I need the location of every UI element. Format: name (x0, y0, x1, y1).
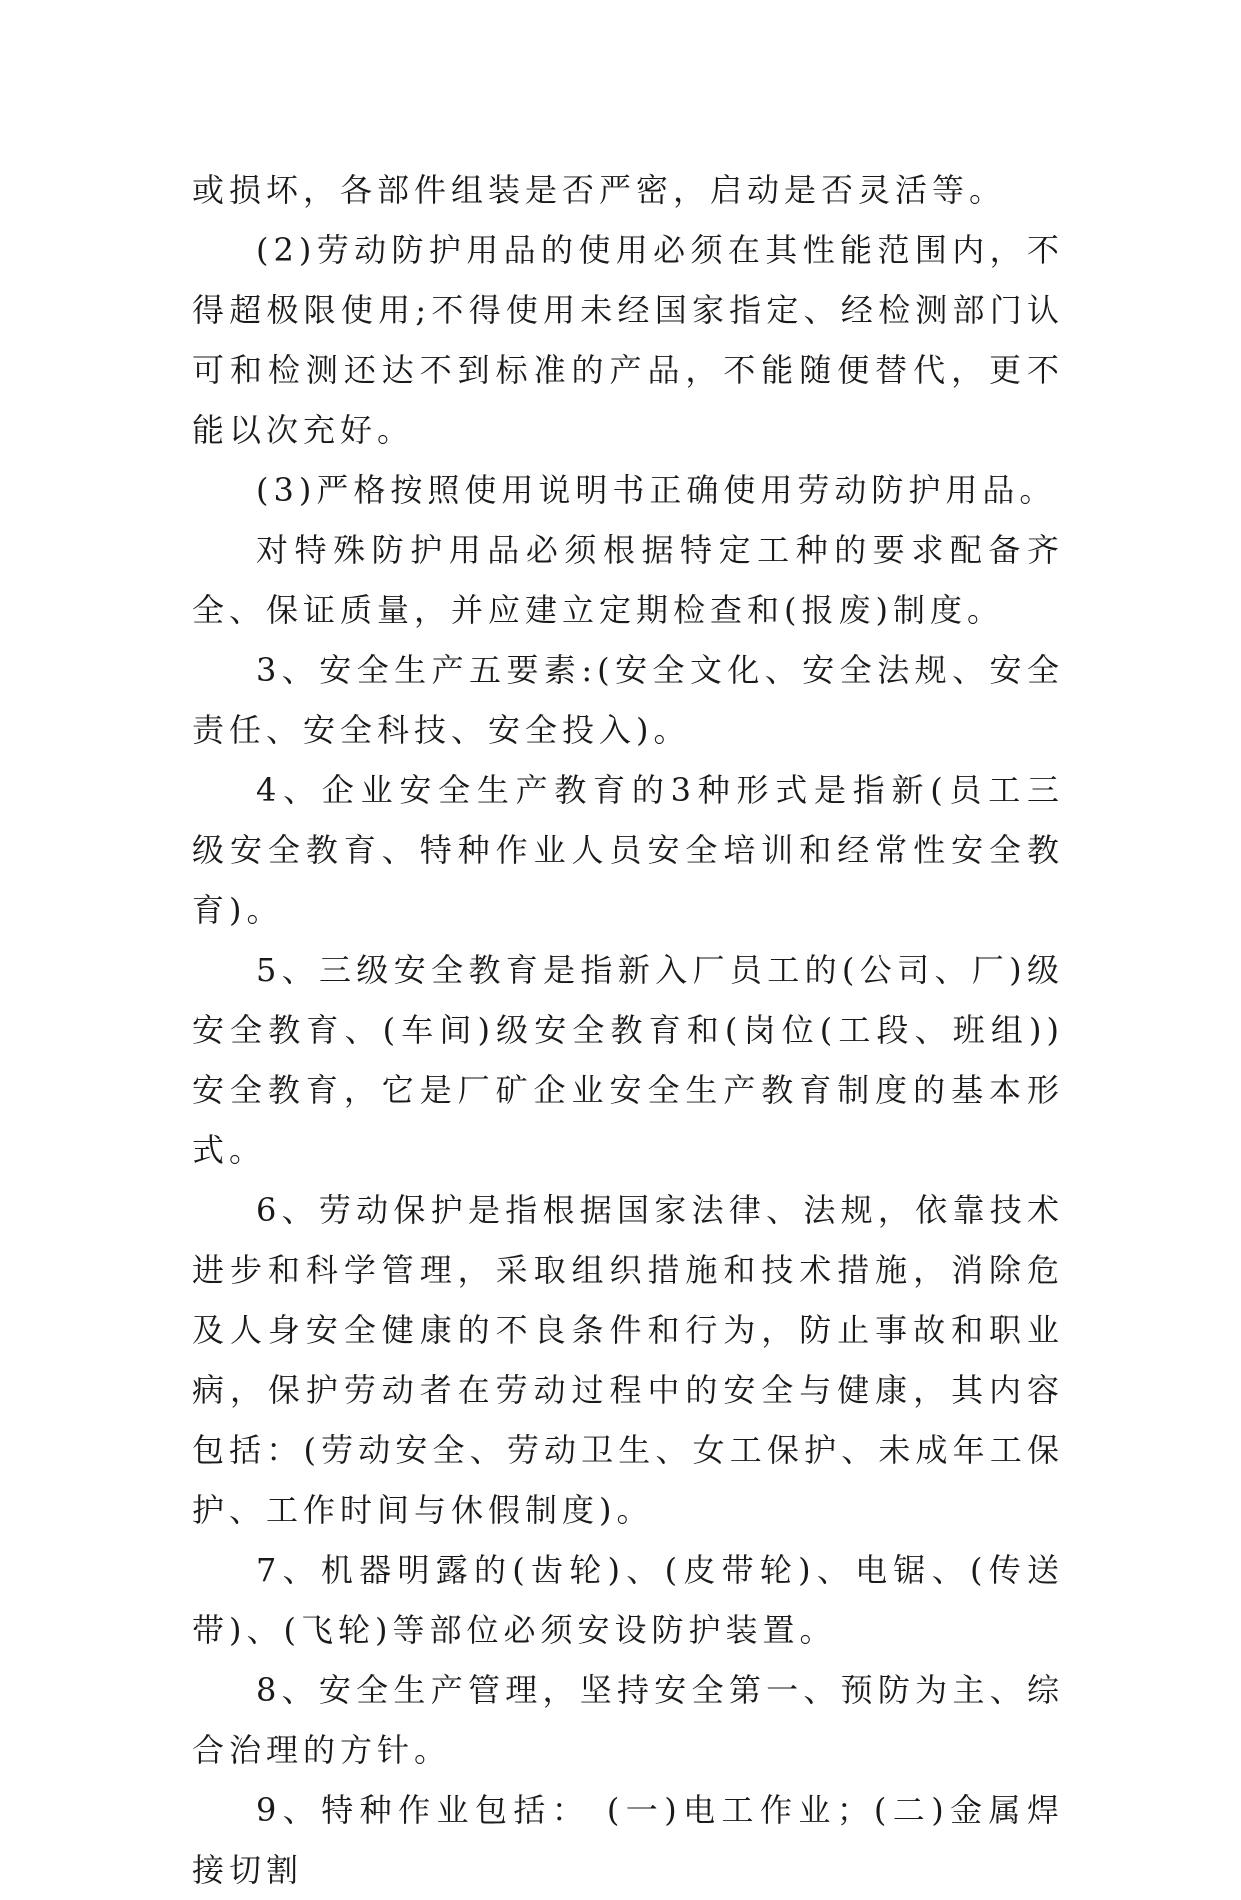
paragraph: 对特殊防护用品必须根据特定工种的要求配备齐全、保证质量，并应建立定期检查和(报废)制度。 (192, 531, 1064, 629)
paragraph: 5、三级安全教育是指新入厂员工的(公司、厂)级安全教育、(车间)级安全教育和(岗位(工段、班组))安全教育，它是厂矿企业安全生产教育制度的基本形式。 (192, 951, 1064, 1169)
paragraph: 4、企业安全生产教育的3种形式是指新(员工三级安全教育、特种作业人员安全培训和经常性安全教育)。 (192, 771, 1064, 929)
paragraph: 6、劳动保护是指根据国家法律、法规，依靠技术进步和科学管理，采取组织措施和技术措施，消除危及人身安全健康的不良条件和行为，防止事故和职业病，保护劳动者在劳动过程中的安全与健康，其内容包括：(劳动安全、劳动卫生、女工保护、未成年工保护、工作时间与休假制度)。 (192, 1191, 1064, 1529)
paragraph: 9、特种作业包括： (一)电工作业；(二)金属焊接切割 (192, 1791, 1064, 1889)
paragraph: (2)劳动防护用品的使用必须在其性能范围内，不得超极限使用;不得使用未经国家指定、经检测部门认可和检测还达不到标准的产品，不能随便替代，更不能以次充好。 (192, 231, 1064, 449)
paragraph: (3)严格按照使用说明书正确使用劳动防护用品。 (256, 471, 1057, 509)
document-body (192, 160, 1064, 1900)
paragraph: 8、安全生产管理，坚持安全第一、预防为主、综合治理的方针。 (192, 1671, 1064, 1769)
paragraph: 3、安全生产五要素:(安全文化、安全法规、安全责任、安全科技、安全投入)。 (192, 651, 1064, 749)
paragraph: 或损坏，各部件组装是否严密，启动是否灵活等。 (192, 171, 1007, 209)
paragraph: 7、机器明露的(齿轮)、(皮带轮)、电锯、(传送带)、(飞轮)等部位必须安设防护装置。 (192, 1551, 1064, 1649)
